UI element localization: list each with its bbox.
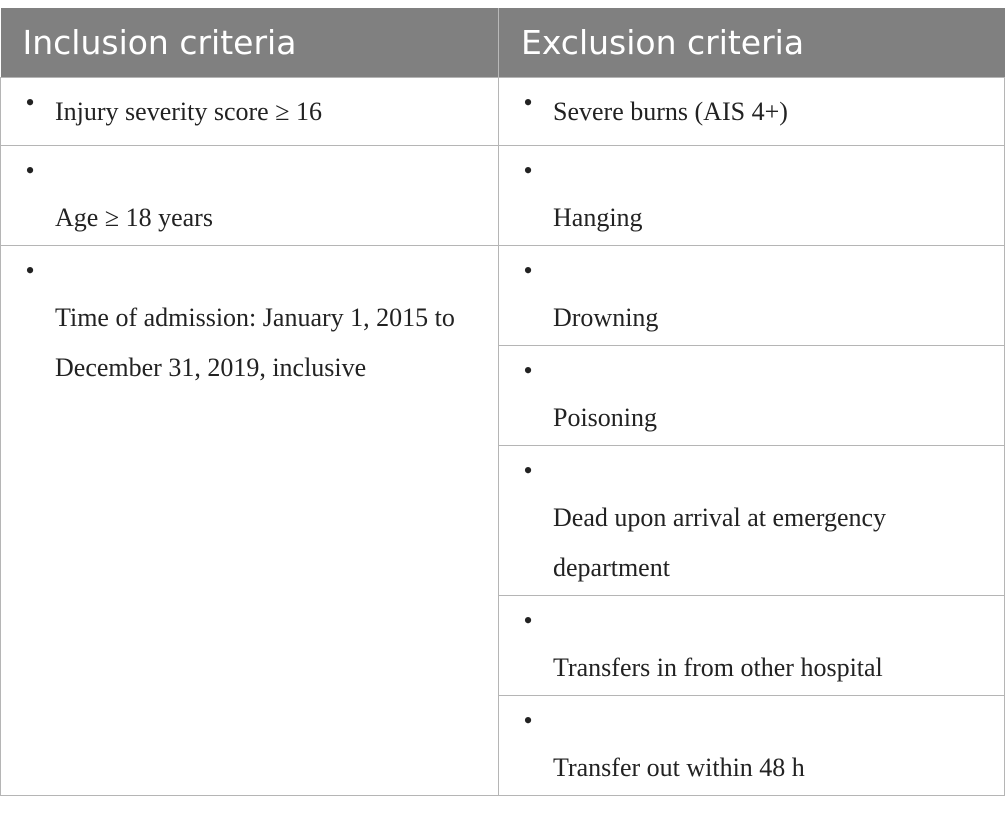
exclusion-item <box>499 346 1004 443</box>
bullet: • <box>523 355 533 385</box>
inclusion-item-text: Injury severity score ≥ 16 <box>55 96 322 126</box>
exclusion-item-text: Hanging <box>553 202 643 232</box>
table-row <box>1 245 1005 345</box>
exclusion-cell <box>499 345 1005 445</box>
exclusion-item <box>499 246 1004 343</box>
table-row <box>1 77 1005 145</box>
bullet: • <box>25 155 35 185</box>
criteria-table <box>0 8 1005 796</box>
bullet: • <box>523 455 533 485</box>
exclusion-criteria-header: Exclusion criteria <box>499 8 1005 77</box>
inclusion-item <box>1 246 498 393</box>
exclusion-item-text: Severe burns (AIS 4+) <box>553 96 788 126</box>
exclusion-item <box>499 596 1004 693</box>
bullet: • <box>523 155 533 185</box>
exclusion-item-text: Dead upon arrival at emergency department <box>553 502 887 582</box>
inclusion-item <box>1 146 498 243</box>
exclusion-cell <box>499 445 1005 595</box>
exclusion-item <box>499 446 1004 593</box>
inclusion-item-text: Time of admission: January 1, 2015 to December 31, 2019, inclusive <box>55 302 455 382</box>
exclusion-item-text: Transfer out within 48 h <box>553 752 805 782</box>
exclusion-item <box>499 696 1004 793</box>
exclusion-item-text: Poisoning <box>553 402 658 432</box>
exclusion-cell <box>499 245 1005 345</box>
bullet: • <box>25 87 35 117</box>
bullet: • <box>523 705 533 735</box>
bullet: • <box>523 605 533 635</box>
exclusion-cell <box>499 77 1005 145</box>
inclusion-item-text: Age ≥ 18 years <box>55 202 213 232</box>
exclusion-item <box>499 78 1004 137</box>
inclusion-cell <box>1 145 499 245</box>
header-row <box>1 8 1005 77</box>
bullet: • <box>25 255 35 285</box>
bullet: • <box>523 255 533 285</box>
exclusion-item-text: Transfers in from other hospital <box>553 652 883 682</box>
inclusion-criteria-header: Inclusion criteria <box>1 8 499 77</box>
exclusion-item-text: Drowning <box>553 302 659 332</box>
bullet: • <box>523 87 533 117</box>
exclusion-item <box>499 146 1004 243</box>
inclusion-cell <box>1 245 499 795</box>
inclusion-cell <box>1 77 499 145</box>
table-row <box>1 145 1005 245</box>
exclusion-cell <box>499 145 1005 245</box>
exclusion-cell <box>499 695 1005 795</box>
inclusion-item <box>1 78 498 137</box>
exclusion-cell <box>499 595 1005 695</box>
